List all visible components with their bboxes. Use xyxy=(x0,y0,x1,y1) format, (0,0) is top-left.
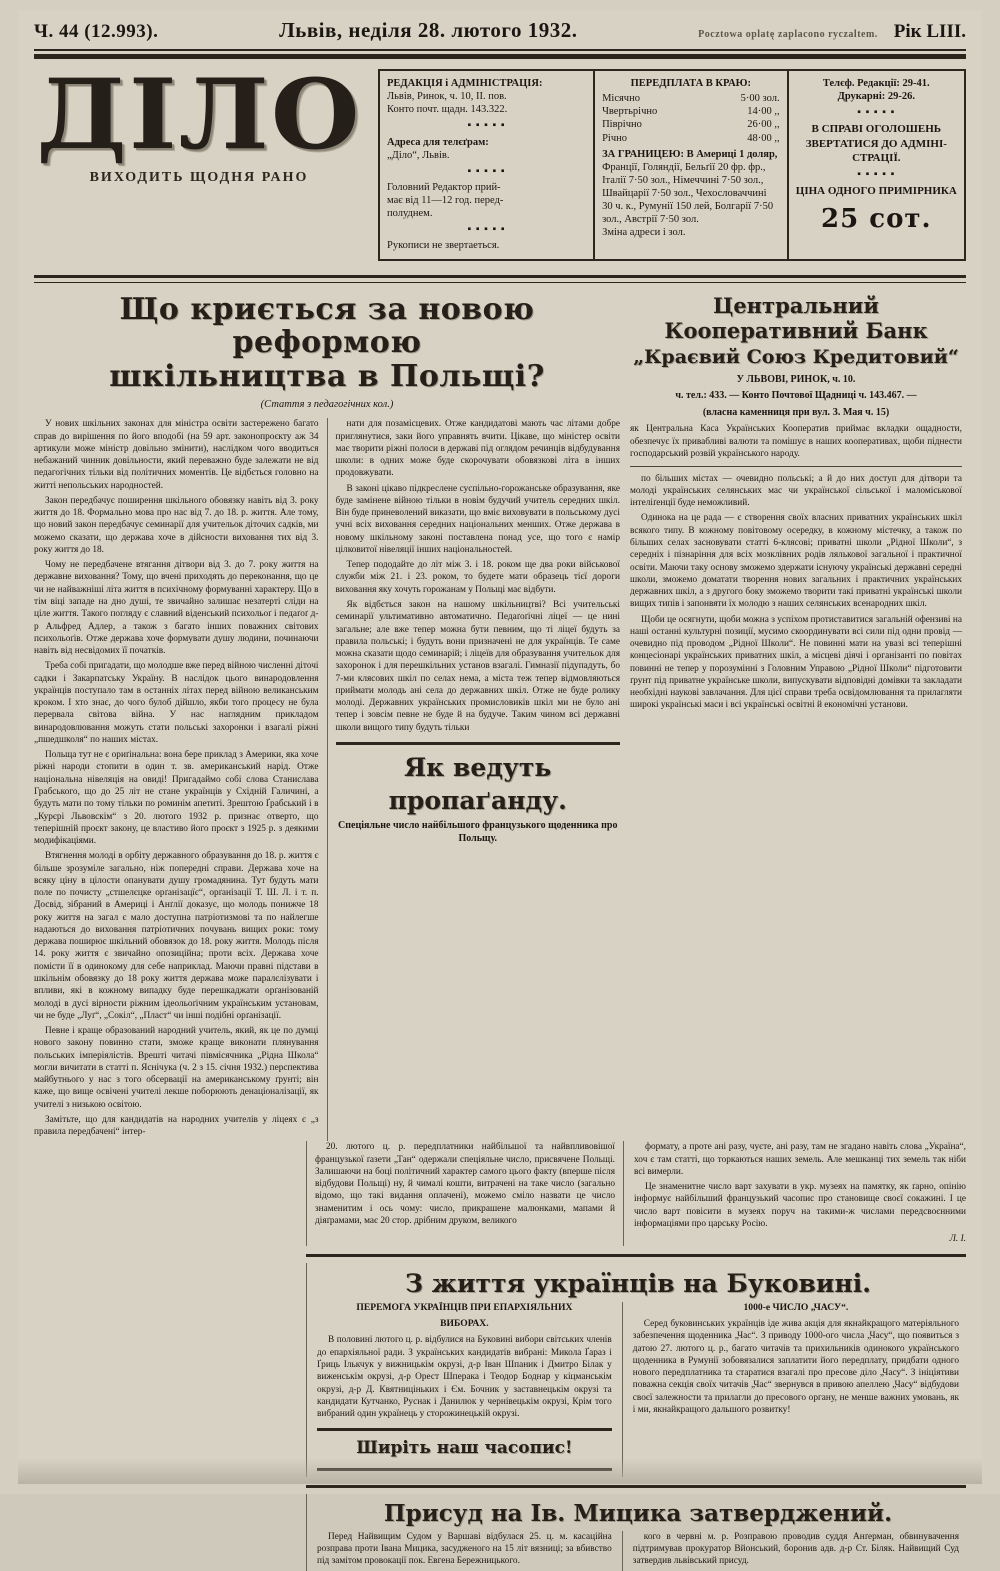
subscription-period: Чвертьрічно xyxy=(602,106,658,118)
masthead-info-boxes xyxy=(378,69,966,261)
bukovyna-column-right xyxy=(623,1302,959,1477)
paragraph: Тепер пододайте до літ між 3. і 18. роком ще два роки військової служби між 21. і 23. роком, то будете мати образець тієї дороги виховання яку хочуть горожанам у Польщі має відбути. xyxy=(335,560,620,595)
postal-stamp-note: Pocztowa oplatę zaplacono ryczaltem. xyxy=(698,28,878,40)
verdict-column-left xyxy=(317,1531,623,1571)
verdict-section xyxy=(18,1485,982,1488)
editorial-account: Конто почт. щадн. 143.322. xyxy=(387,104,508,116)
propaganda-section xyxy=(18,1141,982,1245)
paragraph: Одинока на це рада — є створення своїх власних приватних українських шкіл всякого типу. В кожному повітовому осередку, в кожному містечку, а також по більших селах засновувати статті 6-клясові; приватні школи „Рідної Школи“, з середніх і пізнаріння для всіх мозклівних родів лялькової загальної і практичної освіти. Маючи таку основу зможемо здержати існуючу українські державні середні школи, зможемо доматати творення нових загальних і практичних українських державних шкіл, а з другого боку зможемо творити такі приватні українські школи вищих типів і запонвяти їх молодю з наших селянських всенародних шкіл. xyxy=(630,513,962,610)
paragraph: Перед Найвищим Судом у Варшаві відбулася 25. ц. м. касаційна розправа проти Івана Мицика, засудженого на 15 літ вязниці; за вбивство під замітом провокації пок. Евгена Бережницького. xyxy=(317,1531,612,1567)
bukovyna-headline: З життя українців на Буковині. xyxy=(405,1268,871,1298)
bukovyna-body-row xyxy=(18,1263,982,1477)
ads-note-1: В СПРАВІ ОГОЛОШЕНЬ xyxy=(811,123,942,136)
divider-small xyxy=(630,466,962,467)
paragraph: Замітьте, що для кандидатів на народних учителів у ліцеях є „з правила передбачені“ інтер- xyxy=(34,1114,319,1138)
bukovyna-spacer-left xyxy=(34,1263,307,1477)
masthead xyxy=(18,59,982,265)
subscription-price: 26·00 ,, xyxy=(747,119,780,131)
top-header-row xyxy=(18,10,982,47)
verdict-row xyxy=(18,1494,982,1571)
lead-headline-line2: шкільництва в Польщі? xyxy=(109,358,545,394)
place-and-date: Львів, неділя 28. лютого 1932. xyxy=(279,18,578,42)
propaganda-headline: Як ведуть пропаґанду. xyxy=(388,752,567,815)
paper-sheet xyxy=(18,10,982,1567)
newspaper-logo: ДІЛО xyxy=(36,58,362,171)
ads-note-2: ЗВЕРТАТИСЯ ДО АДМІНІ- xyxy=(805,137,947,150)
propaganda-spacer-left xyxy=(34,1141,307,1245)
verdict-headline: Присуд на Ів. Мицика затверджений. xyxy=(383,1499,893,1527)
bukovyna-section xyxy=(18,1254,982,1257)
subscription-row xyxy=(602,105,780,118)
paragraph: Втягнення молоді в орбіту державного образування до 18. р. життя є більше зрозуміле загально, ніж попередні справи. Держава хоче на всяку ціну в цілости опанувати душу громадянина. Тут будуть мати поле по почисту „стшелєцке орґанізацїє“, орґанізації Т. Ш. Л. і т. п. Досвід, зібраний в Америці і Анґлії доказує, що молодь понижче 18 року життя на загал є мало доступна патріотизмові та по найлегше надаються до виховання патріотичних почувань вищих роки: тому держава поширює шкільний обовязок до 18. року життя. Молодь після 14. року життя є звичайно опозиційна; проти всіх. Держава хоче помісти її в одинокому для себе наприклад. Маючи правні підстави в шкільнім обовязку до 18 року життя держава може паралєлізувати і впливи, які в кожному випадку буде перешкаджати орґанізованій молоді в дусі вірности ріжним ідеольоґічним українським установам, чи не буде „Луґ“, „Сокіл“, „Пласт“ чи інші подібні орґанізації. xyxy=(34,851,319,1021)
phone-editorial: Телєф. Редакції: 29-41. xyxy=(822,78,930,89)
telegram-address: „Діло“, Львів. xyxy=(387,149,450,161)
page-bottom-fade xyxy=(18,1458,982,1484)
telegram-address-title: Адреса для телєґрам: xyxy=(387,136,489,148)
author-signature: Л. І. xyxy=(949,1234,966,1245)
divider-verdict xyxy=(306,1485,966,1488)
divider-thin-top xyxy=(34,49,966,51)
bukovyna-column-left xyxy=(317,1302,623,1477)
paragraph: У нових шкільних законах для міністра освіти застережено багато справ до вирішення по його вподобі (на 59 арт. законопроєкту аж 34 артикули може міністр довільно змінити), наслідком чого вводиться небажаний чинник довільности, який переважно буде залежати не від педагогічних тільки від політичних моментів. Це відбється головно на житті непольських народностей. xyxy=(34,419,319,491)
subscription-row xyxy=(602,118,780,131)
bank-title-line2: „Краєвий Союз Кредитовий“ xyxy=(633,345,959,368)
lead-column-1 xyxy=(34,418,328,1141)
abroad-title: ЗА ГРАНИЦЕЮ: В Америці 1 доляр, xyxy=(602,148,778,160)
paragraph: Чому не передбачене втягання дітвори від 3. до 7. року життя на державне виховання? Тому, що вчені приходять до переконання, що це чи не найважніші літа життя в психічному формуванні характеру. Що в тім віці западе на дно душі, те звичайно залишає незатерті сліди на ціле життя. Такого погляду є славний віденський психольоґ і педаґоґ д-р Альфред Адлер, а також з багато інших поважних світових психольоґів. Отже держава хоче формувати душу людини, починаючи навіть від несвідомих її початків. xyxy=(34,560,319,657)
bukovyna-main xyxy=(307,1263,959,1477)
paragraph: Закон передбачує поширення шкільного обовязку навіть від 3. року життя до 18. Формально мова про нас від 7. до 18. р. життя. Але тому, що новий закон передбачує семинарії для учительок діточих садків, ми можемо сказати, що держава хоче в дійсности виховання тих від 3. року життя до 18. xyxy=(34,495,319,555)
divider-promo xyxy=(317,1428,612,1431)
right-column xyxy=(620,293,962,1142)
logo-subtitle: ВИХОДИТЬ ЩОДНЯ РАНО xyxy=(89,170,309,186)
divider-dashes-4: ▪ ▪ ▪ ▪ ▪ xyxy=(857,107,896,119)
verdict-column-right xyxy=(623,1531,959,1571)
top-right-group xyxy=(698,21,966,43)
propaganda-subtitle: Спеціяльне число найбільшого французького щоденника про Польщу. xyxy=(338,819,618,845)
address-change-fee: Зміна адреси і зол. xyxy=(602,227,686,239)
phone-printing: Друкарні: 29-26. xyxy=(837,91,915,103)
paragraph: Польща тут не є ориґінальна: вона бере приклад з Америки, яка хоче ріжні народи стопити в один т. зв. американський нарід. Отже національна нівеляція на овиді! Пригадаймо собі слова Станислава Грабського, що до 25 літ не стане українців у Східній Галичині, а будуть мати по тому тільки по роминім апетиті. Зрештою Ґрабський і в „Курєрі Львовскім“ з 20. лютого 1932 р. признає отверто, що теперішній проєкт закону, це властиво його проєкт з 1925 р. з деякими модифікаціями. xyxy=(34,750,319,847)
bank-contacts: ч. тел.: 433. — Конто Почтової Щадниці ч. 143.467. — xyxy=(675,390,917,402)
bank-body-text: як Центральна Каса Українських Кооператив приймає вкладки ощадности, обезпечує їх привабливі валюти та помішує в наших кооперативах, щоби піднести господарський розвій українського народу. xyxy=(630,424,962,459)
propaganda-column-right xyxy=(624,1141,966,1245)
abroad-prices: Франції, Голяндії, Бельґії 20 фр. фр., Італії 7·50 зол., Німеччині 7·50 зол., Швайцарії 7·50 зол., Чехословаччині 30 ч. к., Румунії 150 лей, Болгарії 7·50 зол., Австрії 7·50 зол. xyxy=(602,161,774,226)
editor-hours-1: Головний Редактор прий- xyxy=(387,181,501,193)
subscription-period: Річно xyxy=(602,132,627,144)
ads-box xyxy=(789,71,964,259)
copy-price-label: ЦІНА ОДНОГО ПРИМІРНИКА xyxy=(795,185,957,198)
editor-hours-3: полуднем. xyxy=(387,208,433,220)
verdict-spacer-left xyxy=(34,1494,307,1571)
lead-columns xyxy=(34,418,620,1141)
propaganda-column-left xyxy=(307,1141,624,1245)
paragraph: Серед буковинських українців іде жива акція для якнайкращого матеріяльного забезпечення щоденника „Час“. З приводу 1000-ого числа „Часу“, що появиться з датою 27. лютого ц. р., багато читачів та прихильників одинокого українського щоденника в Румунії зобовязалися заплатити його передплату, придбати одного нового передплатника та старатися взагалі про пресове діло „Часу“. З ініціятиви поважна секція своїх читачів „Час“ звернувся в привою апеллею „Часу“ відбудови своєї залежности та прилагли до пресового органу, не менше важних умовань, як і ми, якнайкращого дальшого розвитку! xyxy=(632,1319,959,1415)
manuscripts-note: Рукописи не звертаеться. xyxy=(387,240,500,252)
subscription-period: Місячно xyxy=(602,93,640,105)
verdict-columns xyxy=(317,1531,959,1571)
paragraph: Як відбється закон на нашому шкільництві? Всі учительські семинарії ультимативно автоматично. Педаґоґічні ліцеї — це нині загальне; але вже тепер можна бути певним, що ті ліцеї будуть за правила польські; і будуть вони призначені не для українців. Те саме можна сказати щодо семинарій; і ліцеїв для образування учительок для захоронок і для перешкільних установ взагалі. Гимназії підупадуть, бо 7-ми клясових шкіл по селах нема, а міста теж тепер відмовляються приймати молодь ані села до державних шкіл. Отже не буде ролику молоді. Державних українських промисловиків шкіл ми не було ані тепер і зовсім певне не буде й на будуче. Таким чином всі державні школи вищого типу будуть тільки xyxy=(335,600,620,733)
year-label: Рік LIII. xyxy=(893,21,966,42)
subscription-row xyxy=(602,92,780,105)
subscription-box xyxy=(595,71,789,259)
issue-number: Ч. 44 (12.993). xyxy=(34,21,159,42)
subscription-price: 14·00 ,, xyxy=(747,106,780,118)
logo-block xyxy=(34,58,364,186)
bukovyna-left-subhead-2: ВИБОРАХ. xyxy=(440,1318,489,1330)
lead-headline-line1: Що криється за новою реформою xyxy=(119,291,535,361)
lead-subtitle: (Стаття з педагогічних кол.) xyxy=(260,399,394,411)
bukovyna-right-subhead: 1000-е ЧИСЛО „ЧАСУ“. xyxy=(743,1301,849,1313)
editor-hours-2: має від 11—12 год. перед- xyxy=(387,195,504,206)
divider-dashes-2: ▪ ▪ ▪ ▪ ▪ xyxy=(467,165,506,177)
paragraph: В половині лютого ц. р. відбулися на Буковині вибори світських членів до епархіяльної ради. З українських кандидатів вибрані: Микола Ґараз і Ґриць Ількчук у вижницькім окрузі, д-р Іван Шпаник і Дмитро Білак у виженськім окрузі, д-р Орест Шперака і Теодор Боднар у кіцманськім окрузі, д-р Д. Квятниціньких і Єм. Бочник у заставнецькім окрузі та кандидати Кутчанко, Руснак і Данилюк у чернівецькім окрузі, Крім того вибраний один українець у сторожинецькій окрузі. xyxy=(317,1335,612,1420)
bank-address: У ЛЬВОВІ, РИНОК, ч. 10. xyxy=(736,373,856,385)
divider-section xyxy=(336,742,621,745)
paragraph: Певне і краще образований народний учитель, який, як це по думці нового закону повинно стати, зможе краще виконати плянування польських імперіялістів. Врешті читачі півмісячника „Рідна Школа“ могли вичитати в статті п. Яснічука (ч. 2 з 15. січня 1932.) перспектива майбутнього у нас з того обсервації на американському ґрунті; він каже, що вище освічені учителі лекше поборюють денаціоналізації, як учителі з низькою освітою. xyxy=(34,1026,319,1110)
divider-double xyxy=(34,275,966,283)
subscription-row xyxy=(602,132,780,145)
subscription-period: Піврічно xyxy=(602,119,642,131)
divider-dashes-3: ▪ ▪ ▪ ▪ ▪ xyxy=(467,224,506,236)
subscription-price: 48·00 ,, xyxy=(747,132,780,144)
main-content xyxy=(18,283,982,1142)
lead-article xyxy=(34,293,620,1142)
divider-bukovyna xyxy=(306,1254,966,1257)
lead-column-2 xyxy=(328,418,621,1141)
bukovyna-left-subhead-1: ПЕРЕМОГА УКРАЇНЦІВ ПРИ ЕПАРХІЯЛЬНИХ xyxy=(356,1301,573,1313)
ads-note-3: СТРАЦІЇ. xyxy=(852,151,901,164)
paragraph: 20. лютого ц. р. передплатники найбільшої та найвпливовішої французької ґазети „Тан“ одержали спеціяльне число, присвячене Польщі. Залишаючи на боці політичний характер самого цього факту (вперше після відбудови Польщі) ну, й чималі кошти, витрачені на таке число (загально відомо, що такі видання оплачені), можемо сміло назвати це число знаменитим і ось чому: число, прикрашене малюнками, мапами й діяґрамами, має 20 стор. дрібним друком, великого xyxy=(315,1142,615,1227)
divider-dashes-5: ▪ ▪ ▪ ▪ ▪ xyxy=(857,169,896,181)
paragraph: Це знаменитне число варт захувати в укр. музеях на памятку, як ґарно, опінію інформує найбільший французький часопис про становище своєї сокажині. І це число варт повісити в музеях поруч на такими-ж числами передсвоєнними інформаціями про царську Росію. xyxy=(634,1182,966,1230)
editorial-box xyxy=(380,71,595,259)
paragraph: Щоби це осягнути, щоби можна з успіхом протиставитися загальній офензиві на наші останні культурні позиції, мусимо скоординувати всі сили під одни провід — очевидно під проводом „Рідної Школи“. Не повинні мати на увазі всі теперішні концесіонарі українських приватних шкіл, а місцеві діячі і організанті по повітах повинні не тепер у порозумінні з Головним Управою „Рідної Школи“ підготовити ґрунт під приватне українське школи, випускувати відповідні домівки та закладати необхідні наукові завлачання. Для цієї справи треба освідомлювання та прилагляти широкі українські маси і всі українські освітні й економічні установи. xyxy=(630,614,962,711)
paragraph: формату, а проте ані разу, чуєте, ані разу, там не згадано навіть слова „Україна“, хоч є там статті, що торкаються наших земель. Але мешканці тих земель так ніби всі вимерли. xyxy=(634,1142,966,1177)
divider-dashes-1: ▪ ▪ ▪ ▪ ▪ xyxy=(467,120,506,132)
copy-price: 25 сот. xyxy=(821,203,932,234)
subscription-title: ПЕРЕДПЛАТА В КРАЮ: xyxy=(630,78,752,89)
promo-slogan: Ширіть наш часопис! xyxy=(356,1438,573,1459)
bank-title-line1: Центральний Кооперативний Банк xyxy=(664,292,928,343)
editorial-title: РЕДАКЦІЯ і АДМІНІСТРАЦІЯ: xyxy=(387,78,543,89)
verdict-main xyxy=(307,1494,959,1571)
paragraph: нати для позамісцевих. Отже кандидатові мають час літами добре приглянутися, заки його управнять вчити. Цікаве, що міністер освіти має творити ріжні полоси в державі під оглядом речинців відбудування школи: в одних може буде скорочувати обовязкові літа в інших продовжувати. xyxy=(335,419,620,479)
bukovyna-columns xyxy=(317,1302,959,1477)
editorial-address: Львів, Ринок, ч. 10, II. пов. xyxy=(387,91,507,103)
paragraph: В законі цікаво підкреслене суспільно-горожанське образування, яке буде замінене війною тільки в новім будучий учитель середних шкіл. Він буде приневолений виказати, що вміє виховувати в польському дусі учні всіх виховання середних національних менших. Отже держава в новому шкільному законі поставлена понад усе, що того є намір цілковитої нівеляції інших національностей. xyxy=(335,483,620,555)
paragraph: по більших містах — очевидно польські; а й до них доступ для дітвори та молоді українських селянських мас чи української сільської і маломіськової інтеліґенції буде неможливий. xyxy=(630,473,962,509)
paragraph: Треба собі пригадати, що молодше вже перед війною численні діточі садки і Закарпатську Україну. В наслідок цього винародовлення українців поступало там в останніх літах перед війною великанським кроком. І хто знає, до чого булоб дійшло, якби того процесу не була перервала світова війна. У нас наглядним прикладом винародовлювання можуть стати польські захоронки і взагалі ріжні „пшедшколя“ по наших містах. xyxy=(34,661,319,745)
bank-building-note: (власна каменниця при вул. З. Мая ч. 15) xyxy=(702,406,890,418)
subscription-price: 5·00 зол. xyxy=(740,93,780,105)
paragraph: кого в червні м. р. Розправою проводив суддя Анґерман, обвинувачення підтримував прокуратор Вйонський, боронив адв. д-р Ст. Біляк. Найвищий Суд затвердив львівський присуд. xyxy=(632,1531,959,1567)
